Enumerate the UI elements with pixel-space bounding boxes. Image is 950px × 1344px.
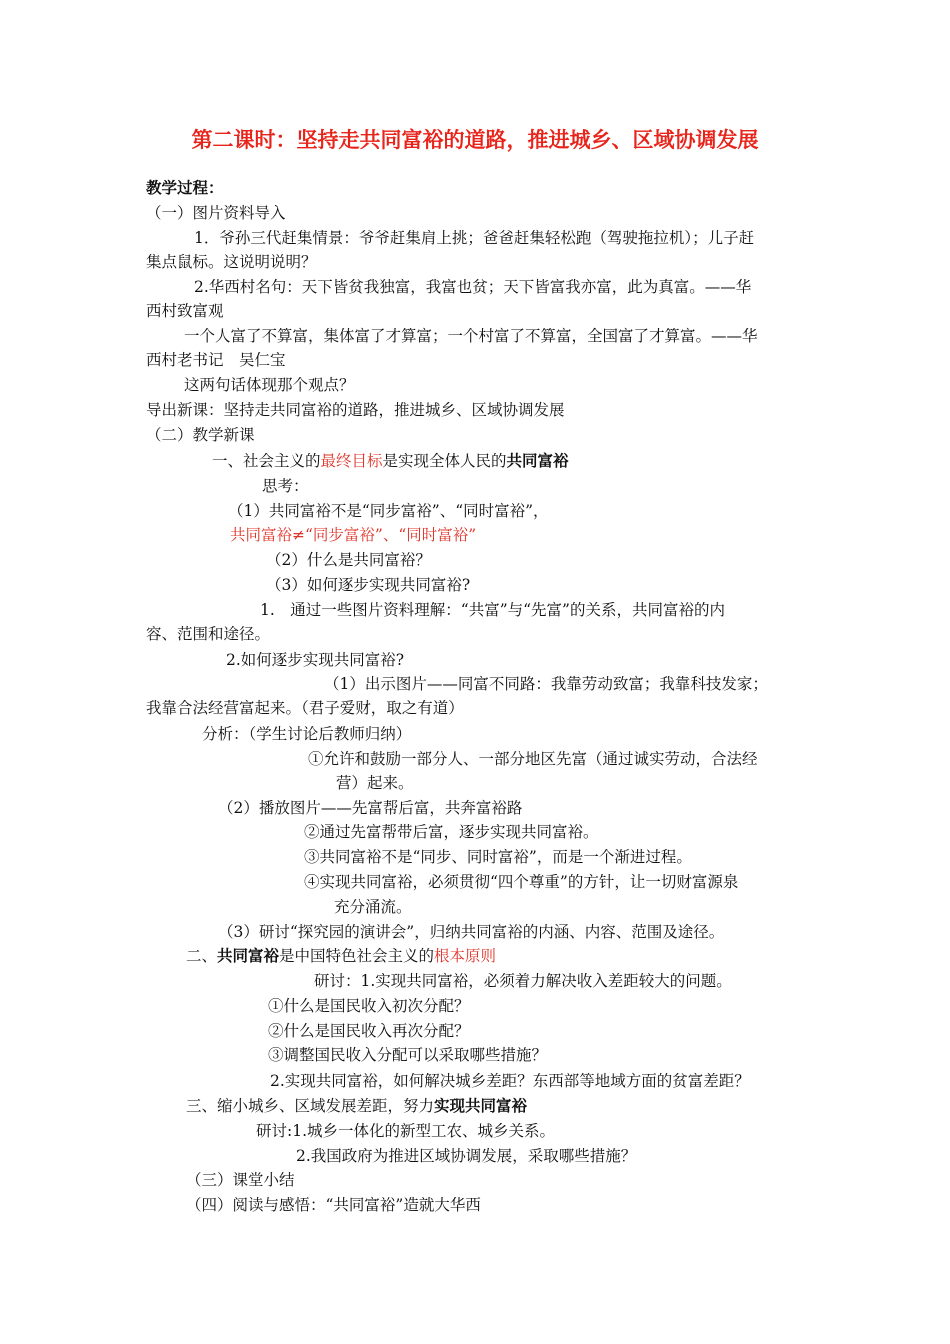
section-1-heading [212, 451, 569, 471]
paragraph-line: （二）教学新课 [146, 426, 255, 444]
paragraph-line: （3）如何逐步实现共同富裕? [266, 576, 471, 594]
document-title: 第二课时：坚持走共同富裕的道路，推进城乡、区域协调发展 [191, 128, 759, 152]
paragraph-line: 这两句话体现那个观点？ [184, 376, 355, 394]
paragraph-line: 2.我国政府为推进区域协调发展，采取哪些措施？ [296, 1147, 637, 1165]
paragraph-line: 集点鼠标。这说明说明？ [146, 253, 317, 271]
paragraph-line: 西村致富观 [146, 302, 224, 320]
paragraph-line: ①什么是国民收入初次分配？ [268, 997, 470, 1015]
bold-text: 共同富裕 [506, 452, 569, 470]
paragraph-line: 1. 通过一些图片资料理解：“共富”与“先富”的关系，共同富裕的内 [260, 601, 725, 619]
paragraph-line: ③调整国民收入分配可以采取哪些措施？ [268, 1046, 548, 1064]
paragraph-line: （2）播放图片——先富帮后富，共奔富裕路 [218, 799, 523, 817]
paragraph-line: 导出新课：坚持走共同富裕的道路，推进城乡、区域协调发展 [146, 401, 565, 419]
paragraph-line: ④实现共同富裕，必须贯彻“四个尊重”的方针，让一切财富源泉 [304, 873, 739, 891]
paragraph-line: （1）共同富裕不是“同步富裕”、“同时富裕”， [228, 502, 549, 520]
section-2-heading [186, 946, 496, 966]
text-span: 三、缩小城乡、区域发展差距，努力 [186, 1097, 435, 1115]
paragraph-line: 2.实现共同富裕，如何解决城乡差距？东西部等地域方面的贫富差距？ [270, 1072, 750, 1090]
paragraph-line: 2.华西村名句：天下皆贫我独富，我富也贫；天下皆富我亦富，此为真富。——华 [194, 278, 752, 296]
paragraph-line: （一）图片资料导入 [146, 204, 286, 222]
section-heading: 教学过程： [146, 179, 224, 197]
paragraph-line: （四）阅读与感悟：“共同富裕”造就大华西 [186, 1196, 481, 1214]
paragraph-line: 研讨:1.城乡一体化的新型工农、城乡关系。 [256, 1122, 556, 1140]
paragraph-line: （1）出示图片——同富不同路：我靠劳动致富；我靠科技发家； [324, 675, 768, 693]
paragraph-line: （3）研讨“探究园的演讲会”，归纳共同富裕的内涵、内容、范围及途径。 [218, 923, 725, 941]
section-3-heading [186, 1096, 527, 1116]
paragraph-line: ②什么是国民收入再次分配？ [268, 1022, 470, 1040]
paragraph-line: 西村老书记 吴仁宝 [146, 351, 286, 369]
highlight-text: 最终目标 [320, 452, 383, 470]
paragraph-line: 思考： [262, 477, 309, 495]
paragraph-line: （2）什么是共同富裕？ [266, 551, 431, 569]
paragraph-line-red: 共同富裕≠“同步富裕”、“同时富裕” [230, 526, 477, 544]
paragraph-line: ③共同富裕不是“同步、同时富裕”，而是一个渐进过程。 [304, 848, 692, 866]
paragraph-line: ②通过先富帮带后富，逐步实现共同富裕。 [304, 823, 599, 841]
paragraph-line: （三）课堂小结 [186, 1171, 295, 1189]
paragraph-line: 容、范围和途径。 [146, 625, 271, 643]
paragraph-line: 研讨：1.实现共同富裕，必须着力解决收入差距较大的问题。 [314, 972, 732, 990]
text-span: 一、社会主义的 [212, 452, 321, 470]
text-span: 是实现全体人民的 [382, 452, 507, 470]
text-span: 是中国特色社会主义的 [279, 947, 435, 965]
text-span: 二、 [186, 947, 218, 965]
paragraph-line: 充分涌流。 [334, 898, 412, 916]
paragraph-line: 2.如何逐步实现共同富裕? [226, 651, 405, 669]
highlight-text: 根本原则 [434, 947, 497, 965]
bold-text: 实现共同富裕 [434, 1097, 528, 1115]
paragraph-line: 一个人富了不算富，集体富了才算富；一个村富了不算富，全国富了才算富。——华 [184, 327, 758, 345]
paragraph-line: 我靠合法经营富起来。（君子爱财，取之有道） [146, 699, 464, 717]
paragraph-line: 1．爷孙三代赶集情景：爷爷赶集肩上挑；爸爸赶集轻松跑（驾驶拖拉机）；儿子赶 [194, 229, 755, 247]
paragraph-line: ①允许和鼓励一部分人、一部分地区先富（通过诚实劳动，合法经 [308, 750, 758, 768]
bold-text: 共同富裕 [217, 947, 280, 965]
paragraph-line: 营）起来。 [336, 774, 414, 792]
paragraph-line: 分析：（学生讨论后教师归纳） [202, 725, 412, 743]
